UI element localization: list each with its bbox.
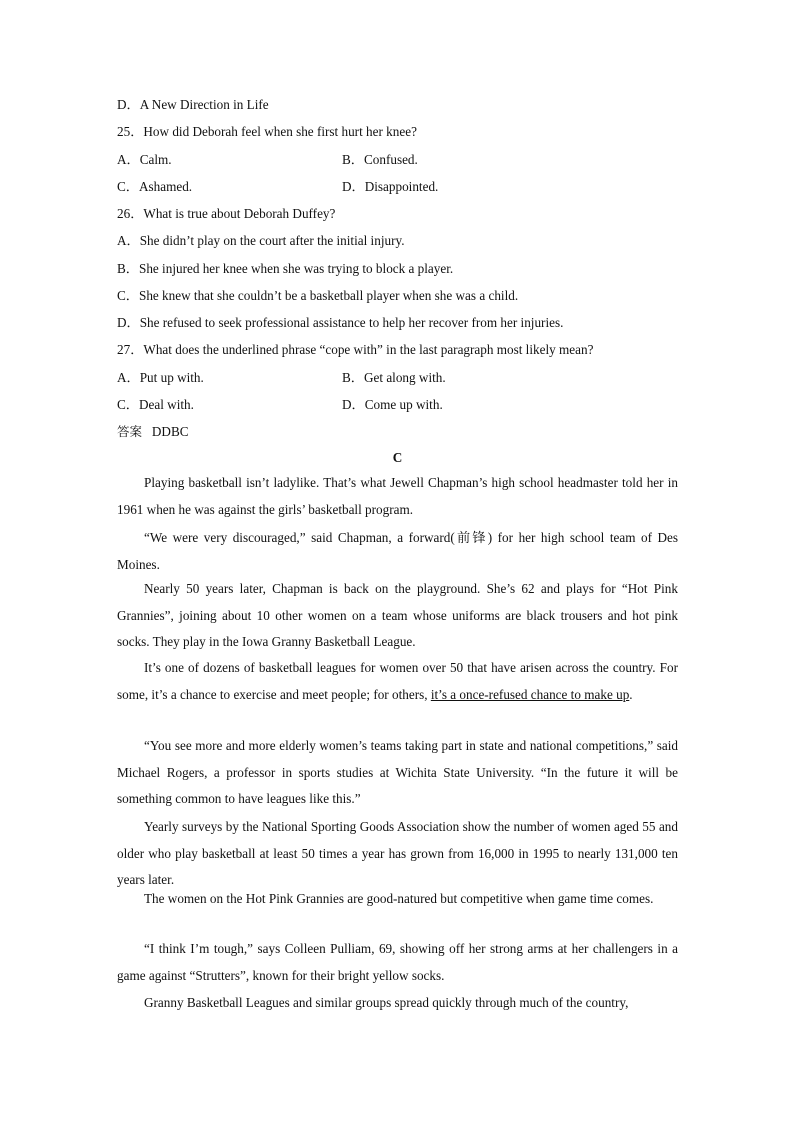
answer-value: DDBC (151, 424, 189, 439)
q26-option-b: B．She injured her knee when she was trying to block a player. (117, 261, 454, 276)
answer-line (117, 424, 189, 440)
q26-option-c: C．She knew that she couldn’t be a basketball player when she was a child. (117, 288, 519, 303)
paragraph-3: Nearly 50 years later, Chapman is back on the playground. She’s 62 and plays for “Hot Pink Grannies”, joining about 10 other women on a team whose uniforms are black trousers and hot pink socks. They play in the Iowa Granny Basketball League. (117, 581, 678, 649)
section-title: C (392, 450, 403, 465)
q27-stem: 27．What does the underlined phrase “cope with” in the last paragraph most likely mean? (117, 342, 594, 357)
q25-option-c: C．Ashamed. (117, 179, 193, 194)
paragraph-1: Playing basketball isn’t ladylike. That’s what Jewell Chapman’s high school headmaster told her in 1961 when he was against the girls’ basketball program. (117, 475, 678, 517)
q27-option-a: A．Put up with. (117, 370, 204, 385)
paragraph-7: The women on the Hot Pink Grannies are good-natured but competitive when game time comes. (144, 891, 654, 906)
answer-label: 答案 (117, 424, 143, 439)
paragraph-9: Granny Basketball Leagues and similar groups spread quickly through much of the country, (144, 995, 629, 1010)
paragraph-2: “We were very discouraged,” said Chapman, a forward(前锋) for her high school team of Des Moines. (117, 530, 678, 572)
paragraph-4: It’s one of dozens of basketball leagues for women over 50 that have arisen across the country. For some, it’s a chance to exercise and meet people; for others, it’s a once-refused chance to make up. (117, 660, 678, 702)
q25-option-b: B．Confused. (342, 152, 418, 167)
q27-option-c: C．Deal with. (117, 397, 194, 412)
q25-option-a: A．Calm. (117, 152, 172, 167)
paragraph-8: “I think I’m tough,” says Colleen Pulliam, 69, showing off her strong arms at her challengers in a game against “Strutters”, known for their bright yellow socks. (117, 941, 678, 983)
underlined-phrase: it’s a once-refused chance to make up (430, 686, 630, 702)
q27-option-d: D．Come up with. (342, 397, 443, 412)
q26-option-d: D．She refused to seek professional assistance to help her recover from her injuries. (117, 315, 564, 330)
q26-stem: 26．What is true about Deborah Duffey? (117, 206, 336, 221)
paragraph-6: Yearly surveys by the National Sporting Goods Association show the number of women aged 55 and older who play basketball at least 50 times a year has grown from 16,000 in 1995 to nearly 131,000 ten years later. (117, 819, 678, 887)
q25-option-d: D．Disappointed. (342, 179, 439, 194)
q26-option-a: A．She didn’t play on the court after the initial injury. (117, 233, 405, 248)
q27-option-b: B．Get along with. (342, 370, 446, 385)
q24-option-d: D．A New Direction in Life (117, 97, 269, 112)
paragraph-5: “You see more and more elderly women’s teams taking part in state and national competitions,” said Michael Rogers, a professor in sports studies at Wichita State University. “In the future it will be something common to have leagues like this.” (117, 738, 678, 806)
q25-stem: 25．How did Deborah feel when she first hurt her knee? (117, 124, 417, 139)
